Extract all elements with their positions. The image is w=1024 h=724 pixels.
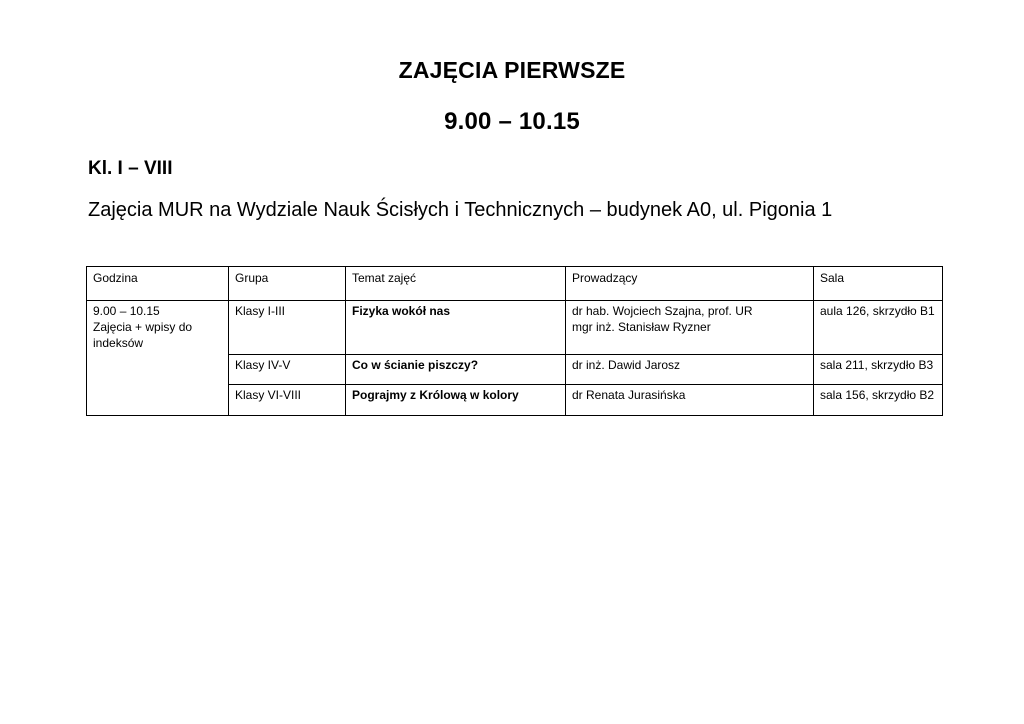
topic-cell: Fizyka wokół nas xyxy=(346,301,566,355)
table-row xyxy=(87,301,943,355)
lecturer-cell xyxy=(566,301,814,355)
time-cell xyxy=(87,301,229,416)
lecturer-name: dr inż. Dawid Jarosz xyxy=(572,357,681,372)
room-cell: aula 126, skrzydło B1 xyxy=(814,301,943,355)
lecturer-name: mgr inż. Stanisław Ryzner xyxy=(572,320,711,334)
group-cell: Klasy I-III xyxy=(229,301,346,355)
schedule-table xyxy=(86,266,943,416)
column-header-topic: Temat zajęć xyxy=(346,267,566,301)
column-header-room: Sala xyxy=(814,267,943,301)
column-header-hour: Godzina xyxy=(87,267,229,301)
time-cell-hours: 9.00 – 10.15 xyxy=(93,304,160,318)
room-cell: sala 156, skrzydło B2 xyxy=(814,385,943,416)
page-title: ZAJĘCIA PIERWSZE xyxy=(398,57,626,83)
time-cell-note: Zajęcia + wpisy do indeksów xyxy=(93,320,193,350)
column-header-lecturer: Prowadzący xyxy=(566,267,814,301)
group-cell: Klasy VI-VIII xyxy=(229,385,346,416)
time-range-heading: 9.00 – 10.15 xyxy=(444,108,580,135)
lecturer-cell xyxy=(566,385,814,416)
topic-cell: Pograjmy z Królową w kolory xyxy=(346,385,566,416)
class-range-heading: Kl. I – VIII xyxy=(88,158,173,179)
group-cell: Klasy IV-V xyxy=(229,354,346,385)
lecturer-name: dr hab. Wojciech Szajna, prof. UR xyxy=(572,304,753,318)
lecturer-name: dr Renata Jurasińska xyxy=(572,388,686,403)
venue-text: Zajęcia MUR na Wydziale Nauk Ścisłych i Technicznych – budynek A0, ul. Pigonia 1 xyxy=(88,199,833,221)
lecturer-cell xyxy=(566,354,814,385)
topic-cell: Co w ścianie piszczy? xyxy=(346,354,566,385)
room-cell: sala 211, skrzydło B3 xyxy=(814,354,943,385)
column-header-group: Grupa xyxy=(229,267,346,301)
table-header-row xyxy=(87,267,943,301)
